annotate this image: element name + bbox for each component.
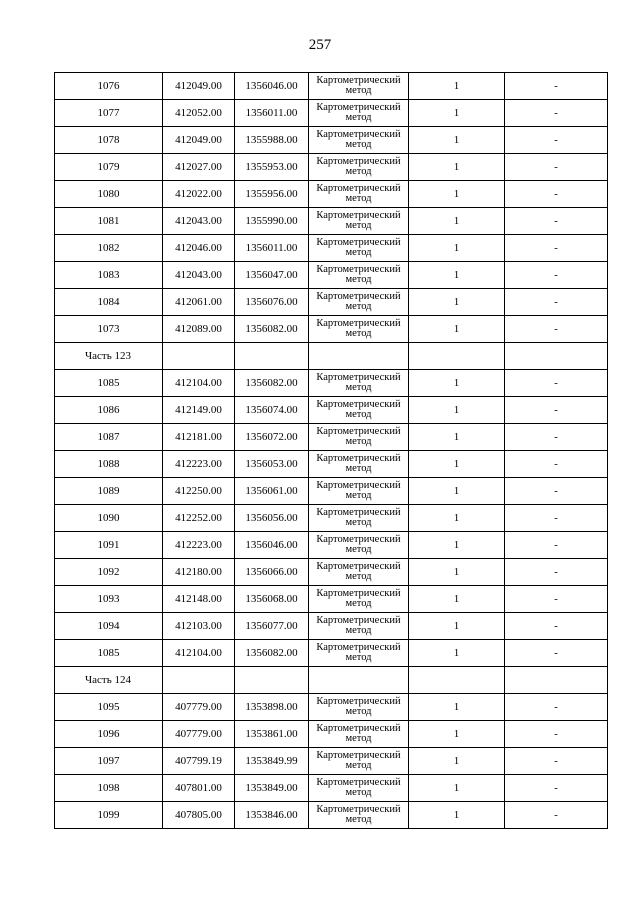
method-cell — [309, 127, 409, 154]
note-cell: - — [505, 505, 608, 532]
y-coordinate-cell: 1356046.00 — [235, 73, 309, 100]
x-coordinate-cell: 412104.00 — [163, 640, 235, 667]
method-text-line: Картометрический — [316, 750, 401, 761]
method-text-line: Картометрический — [316, 372, 401, 383]
table-row — [55, 559, 608, 586]
table-row — [55, 397, 608, 424]
table-row — [55, 208, 608, 235]
y-coordinate-cell: 1356061.00 — [235, 478, 309, 505]
method-cell — [309, 424, 409, 451]
x-coordinate-cell: 412043.00 — [163, 262, 235, 289]
accuracy-cell: 1 — [409, 640, 505, 667]
method-cell — [309, 370, 409, 397]
point-number-cell: 1094 — [55, 613, 163, 640]
table-row — [55, 127, 608, 154]
method-cell — [309, 100, 409, 127]
table-row — [55, 802, 608, 829]
note-cell: - — [505, 694, 608, 721]
accuracy-cell: 1 — [409, 802, 505, 829]
point-number-cell: 1095 — [55, 694, 163, 721]
accuracy-cell: 1 — [409, 775, 505, 802]
y-coordinate-cell: 1356082.00 — [235, 640, 309, 667]
method-text-line: Картометрический — [316, 453, 401, 464]
note-cell: - — [505, 100, 608, 127]
accuracy-cell: 1 — [409, 721, 505, 748]
table-row — [55, 316, 608, 343]
y-coordinate-cell: 1353861.00 — [235, 721, 309, 748]
table-row — [55, 73, 608, 100]
method-cell — [309, 73, 409, 100]
table-row — [55, 424, 608, 451]
point-number-cell: 1078 — [55, 127, 163, 154]
point-number-cell: 1087 — [55, 424, 163, 451]
point-number-cell: 1081 — [55, 208, 163, 235]
empty-cell — [409, 667, 505, 694]
method-text-line: метод — [345, 652, 372, 663]
accuracy-cell: 1 — [409, 235, 505, 262]
method-text-line: Картометрический — [316, 264, 401, 275]
point-number-cell: 1099 — [55, 802, 163, 829]
y-coordinate-cell: 1356053.00 — [235, 451, 309, 478]
method-text-line: метод — [345, 85, 372, 96]
page-number: 257 — [308, 37, 332, 53]
y-coordinate-cell: 1353849.99 — [235, 748, 309, 775]
empty-cell — [309, 343, 409, 370]
x-coordinate-cell: 412046.00 — [163, 235, 235, 262]
note-cell: - — [505, 559, 608, 586]
method-cell — [309, 694, 409, 721]
y-coordinate-cell: 1356076.00 — [235, 289, 309, 316]
method-text-line: метод — [345, 328, 372, 339]
method-text-line: Картометрический — [316, 561, 401, 572]
method-text-line: Картометрический — [316, 129, 401, 140]
note-cell: - — [505, 181, 608, 208]
y-coordinate-cell: 1356011.00 — [235, 100, 309, 127]
note-cell: - — [505, 586, 608, 613]
y-coordinate-cell: 1356046.00 — [235, 532, 309, 559]
note-cell: - — [505, 235, 608, 262]
accuracy-cell: 1 — [409, 532, 505, 559]
method-cell — [309, 505, 409, 532]
method-text-line: метод — [345, 598, 372, 609]
x-coordinate-cell: 412103.00 — [163, 613, 235, 640]
table-row — [55, 289, 608, 316]
method-text-line: метод — [345, 571, 372, 582]
note-cell: - — [505, 397, 608, 424]
table-row — [55, 100, 608, 127]
method-text-line: метод — [345, 139, 372, 150]
y-coordinate-cell: 1355990.00 — [235, 208, 309, 235]
x-coordinate-cell: 412089.00 — [163, 316, 235, 343]
y-coordinate-cell: 1355988.00 — [235, 127, 309, 154]
table-row — [55, 154, 608, 181]
table-row — [55, 721, 608, 748]
empty-cell — [309, 667, 409, 694]
method-text-line: Картометрический — [316, 210, 401, 221]
table-row — [55, 694, 608, 721]
method-cell — [309, 235, 409, 262]
accuracy-cell: 1 — [409, 289, 505, 316]
y-coordinate-cell: 1356082.00 — [235, 316, 309, 343]
method-text-line: Картометрический — [316, 696, 401, 707]
point-number-cell: 1096 — [55, 721, 163, 748]
section-row — [55, 667, 608, 694]
y-coordinate-cell: 1353846.00 — [235, 802, 309, 829]
x-coordinate-cell: 412027.00 — [163, 154, 235, 181]
section-row — [55, 343, 608, 370]
point-number-cell: 1090 — [55, 505, 163, 532]
x-coordinate-cell: 412022.00 — [163, 181, 235, 208]
point-number-cell: 1084 — [55, 289, 163, 316]
x-coordinate-cell: 407779.00 — [163, 721, 235, 748]
note-cell: - — [505, 424, 608, 451]
empty-cell — [409, 343, 505, 370]
method-text-line: метод — [345, 787, 372, 798]
note-cell: - — [505, 451, 608, 478]
method-text-line: Картометрический — [316, 75, 401, 86]
method-text-line: метод — [345, 409, 372, 420]
note-cell: - — [505, 370, 608, 397]
point-number-cell: 1088 — [55, 451, 163, 478]
y-coordinate-cell: 1356047.00 — [235, 262, 309, 289]
accuracy-cell: 1 — [409, 559, 505, 586]
table-row — [55, 262, 608, 289]
x-coordinate-cell: 412052.00 — [163, 100, 235, 127]
table-row — [55, 235, 608, 262]
y-coordinate-cell: 1356066.00 — [235, 559, 309, 586]
method-text-line: Картометрический — [316, 183, 401, 194]
table-body — [55, 73, 608, 829]
empty-cell — [235, 343, 309, 370]
method-cell — [309, 316, 409, 343]
y-coordinate-cell: 1353898.00 — [235, 694, 309, 721]
method-text-line: Картометрический — [316, 102, 401, 113]
method-cell — [309, 262, 409, 289]
table-row — [55, 586, 608, 613]
accuracy-cell: 1 — [409, 478, 505, 505]
y-coordinate-cell: 1353849.00 — [235, 775, 309, 802]
note-cell: - — [505, 613, 608, 640]
accuracy-cell: 1 — [409, 316, 505, 343]
method-text-line: Картометрический — [316, 291, 401, 302]
method-text-line: метод — [345, 463, 372, 474]
method-text-line: метод — [345, 706, 372, 717]
method-text-line: Картометрический — [316, 723, 401, 734]
method-text-line: метод — [345, 220, 372, 231]
note-cell: - — [505, 262, 608, 289]
method-cell — [309, 586, 409, 613]
accuracy-cell: 1 — [409, 451, 505, 478]
note-cell: - — [505, 748, 608, 775]
x-coordinate-cell: 407805.00 — [163, 802, 235, 829]
y-coordinate-cell: 1356077.00 — [235, 613, 309, 640]
point-number-cell: 1098 — [55, 775, 163, 802]
method-text-line: метод — [345, 625, 372, 636]
note-cell: - — [505, 478, 608, 505]
accuracy-cell: 1 — [409, 424, 505, 451]
x-coordinate-cell: 407799.19 — [163, 748, 235, 775]
method-cell — [309, 559, 409, 586]
note-cell: - — [505, 208, 608, 235]
method-text-line: Картометрический — [316, 777, 401, 788]
method-text-line: метод — [345, 382, 372, 393]
method-text-line: метод — [345, 760, 372, 771]
point-number-cell: 1077 — [55, 100, 163, 127]
note-cell: - — [505, 154, 608, 181]
table-row — [55, 370, 608, 397]
method-text-line: Картометрический — [316, 642, 401, 653]
empty-cell — [163, 667, 235, 694]
x-coordinate-cell: 412149.00 — [163, 397, 235, 424]
method-cell — [309, 613, 409, 640]
point-number-cell: 1073 — [55, 316, 163, 343]
accuracy-cell: 1 — [409, 73, 505, 100]
method-cell — [309, 478, 409, 505]
x-coordinate-cell: 412049.00 — [163, 73, 235, 100]
method-cell — [309, 748, 409, 775]
y-coordinate-cell: 1355953.00 — [235, 154, 309, 181]
x-coordinate-cell: 412250.00 — [163, 478, 235, 505]
point-number-cell: 1091 — [55, 532, 163, 559]
point-number-cell: 1092 — [55, 559, 163, 586]
table-row — [55, 640, 608, 667]
empty-cell — [505, 667, 608, 694]
x-coordinate-cell: 412049.00 — [163, 127, 235, 154]
accuracy-cell: 1 — [409, 181, 505, 208]
point-number-cell: 1079 — [55, 154, 163, 181]
method-cell — [309, 289, 409, 316]
section-label: Часть 123 — [55, 343, 163, 370]
table-row — [55, 451, 608, 478]
method-cell — [309, 181, 409, 208]
x-coordinate-cell: 407801.00 — [163, 775, 235, 802]
accuracy-cell: 1 — [409, 208, 505, 235]
point-number-cell: 1085 — [55, 640, 163, 667]
x-coordinate-cell: 412252.00 — [163, 505, 235, 532]
method-cell — [309, 721, 409, 748]
method-cell — [309, 532, 409, 559]
point-number-cell: 1093 — [55, 586, 163, 613]
y-coordinate-cell: 1356072.00 — [235, 424, 309, 451]
point-number-cell: 1076 — [55, 73, 163, 100]
method-text-line: Картометрический — [316, 588, 401, 599]
method-text-line: Картометрический — [316, 507, 401, 518]
x-coordinate-cell: 412104.00 — [163, 370, 235, 397]
method-text-line: метод — [345, 544, 372, 555]
note-cell: - — [505, 73, 608, 100]
accuracy-cell: 1 — [409, 100, 505, 127]
coordinates-table — [54, 72, 608, 829]
y-coordinate-cell: 1356082.00 — [235, 370, 309, 397]
method-cell — [309, 208, 409, 235]
method-cell — [309, 640, 409, 667]
table-row — [55, 748, 608, 775]
accuracy-cell: 1 — [409, 127, 505, 154]
x-coordinate-cell: 412148.00 — [163, 586, 235, 613]
note-cell: - — [505, 316, 608, 343]
method-text-line: метод — [345, 193, 372, 204]
x-coordinate-cell: 412181.00 — [163, 424, 235, 451]
table-row — [55, 505, 608, 532]
method-cell — [309, 397, 409, 424]
method-cell — [309, 802, 409, 829]
accuracy-cell: 1 — [409, 262, 505, 289]
x-coordinate-cell: 412043.00 — [163, 208, 235, 235]
method-text-line: метод — [345, 166, 372, 177]
note-cell: - — [505, 532, 608, 559]
method-text-line: Картометрический — [316, 156, 401, 167]
x-coordinate-cell: 412061.00 — [163, 289, 235, 316]
table-row — [55, 478, 608, 505]
accuracy-cell: 1 — [409, 370, 505, 397]
method-cell — [309, 775, 409, 802]
point-number-cell: 1085 — [55, 370, 163, 397]
accuracy-cell: 1 — [409, 748, 505, 775]
method-text-line: метод — [345, 301, 372, 312]
method-text-line: метод — [345, 436, 372, 447]
method-text-line: метод — [345, 247, 372, 258]
note-cell: - — [505, 775, 608, 802]
method-text-line: Картометрический — [316, 534, 401, 545]
note-cell: - — [505, 802, 608, 829]
method-text-line: метод — [345, 733, 372, 744]
y-coordinate-cell: 1356074.00 — [235, 397, 309, 424]
method-text-line: Картометрический — [316, 804, 401, 815]
accuracy-cell: 1 — [409, 694, 505, 721]
note-cell: - — [505, 289, 608, 316]
note-cell: - — [505, 127, 608, 154]
method-text-line: метод — [345, 274, 372, 285]
point-number-cell: 1080 — [55, 181, 163, 208]
table-row — [55, 532, 608, 559]
x-coordinate-cell: 412223.00 — [163, 451, 235, 478]
accuracy-cell: 1 — [409, 397, 505, 424]
method-text-line: метод — [345, 112, 372, 123]
empty-cell — [235, 667, 309, 694]
section-label: Часть 124 — [55, 667, 163, 694]
method-text-line: метод — [345, 490, 372, 501]
point-number-cell: 1083 — [55, 262, 163, 289]
accuracy-cell: 1 — [409, 154, 505, 181]
table-row — [55, 775, 608, 802]
x-coordinate-cell: 412180.00 — [163, 559, 235, 586]
y-coordinate-cell: 1356011.00 — [235, 235, 309, 262]
note-cell: - — [505, 721, 608, 748]
y-coordinate-cell: 1356068.00 — [235, 586, 309, 613]
note-cell: - — [505, 640, 608, 667]
method-cell — [309, 451, 409, 478]
empty-cell — [505, 343, 608, 370]
table-row — [55, 613, 608, 640]
point-number-cell: 1082 — [55, 235, 163, 262]
y-coordinate-cell: 1356056.00 — [235, 505, 309, 532]
x-coordinate-cell: 407779.00 — [163, 694, 235, 721]
accuracy-cell: 1 — [409, 505, 505, 532]
y-coordinate-cell: 1355956.00 — [235, 181, 309, 208]
empty-cell — [163, 343, 235, 370]
method-text-line: Картометрический — [316, 237, 401, 248]
method-text-line: Картометрический — [316, 318, 401, 329]
table-row — [55, 181, 608, 208]
method-text-line: Картометрический — [316, 399, 401, 410]
x-coordinate-cell: 412223.00 — [163, 532, 235, 559]
method-text-line: Картометрический — [316, 480, 401, 491]
point-number-cell: 1086 — [55, 397, 163, 424]
method-text-line: Картометрический — [316, 426, 401, 437]
method-text-line: метод — [345, 517, 372, 528]
point-number-cell: 1089 — [55, 478, 163, 505]
accuracy-cell: 1 — [409, 586, 505, 613]
point-number-cell: 1097 — [55, 748, 163, 775]
accuracy-cell: 1 — [409, 613, 505, 640]
method-text-line: Картометрический — [316, 615, 401, 626]
method-text-line: метод — [345, 814, 372, 825]
method-cell — [309, 154, 409, 181]
